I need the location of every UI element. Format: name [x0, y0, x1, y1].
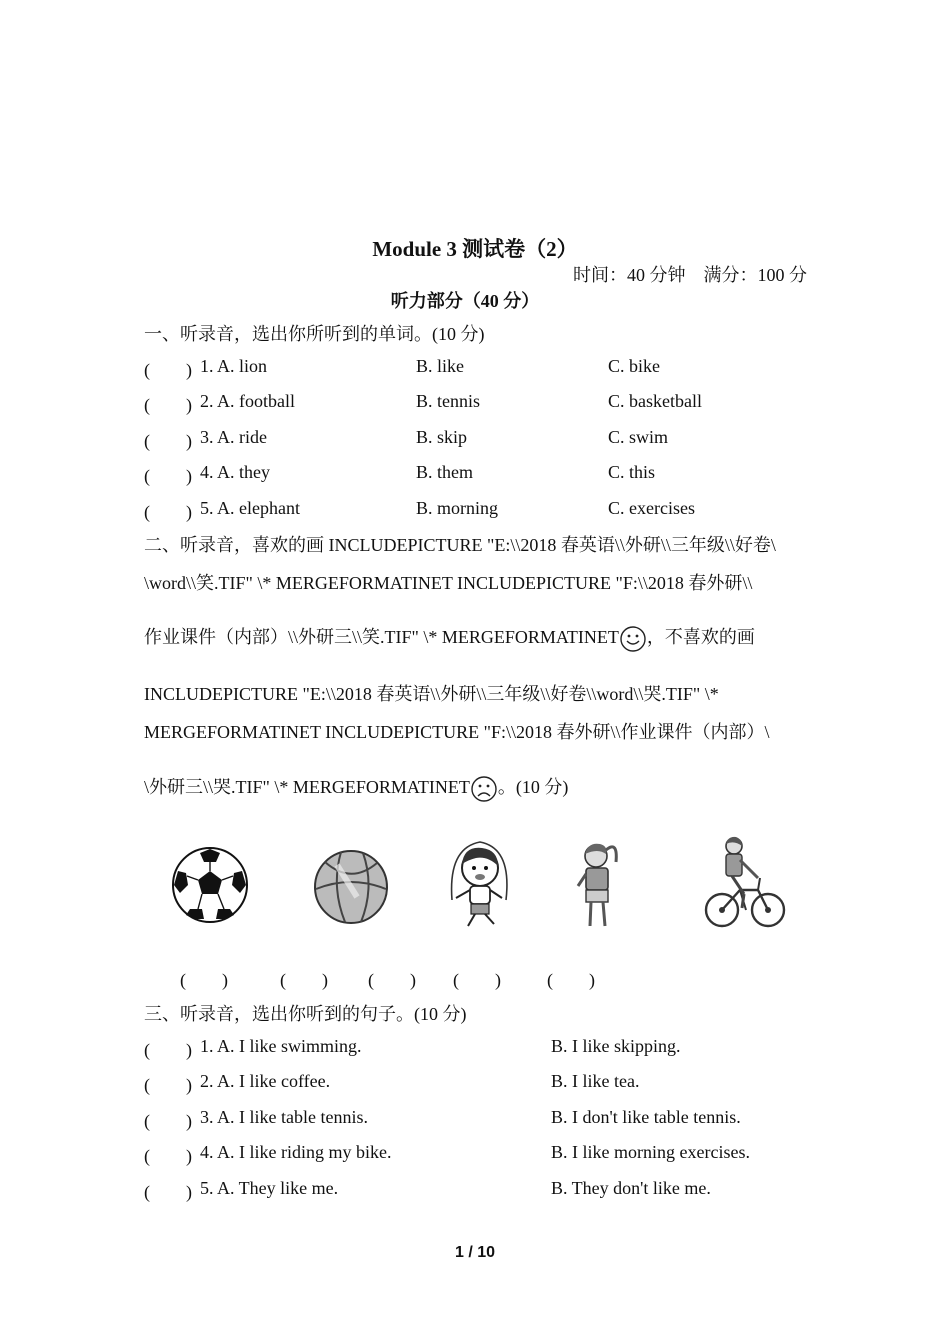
page-number: 1 / 10: [454, 1244, 496, 1261]
section1-item: [144, 427, 814, 453]
option-b: B. skip: [416, 427, 468, 447]
option-a: 1. A. I like swimming.: [200, 1036, 362, 1056]
option-b: B. They don't like me.: [551, 1178, 711, 1198]
section2-text: ，不喜欢的画: [646, 627, 755, 647]
option-c: C. bike: [608, 356, 660, 376]
option-b: B. morning: [416, 498, 499, 518]
answer-blank[interactable]: ( ): [144, 1040, 192, 1060]
option-c: C. exercises: [608, 498, 695, 518]
basketball-picture: [311, 845, 391, 925]
exam-meta: 时间：40 分钟 满分：100 分: [573, 265, 807, 285]
section2-line: [144, 774, 808, 803]
section2-line: INCLUDEPICTURE "E:\\2018 春英语\\外研\\三年级\\好卷\\word\\哭.TIF" \*: [144, 684, 719, 704]
answer-blank[interactable]: ( ): [144, 1182, 192, 1202]
option-c: C. this: [608, 462, 656, 482]
option-a: 2. A. I like coffee.: [200, 1071, 331, 1091]
sad-face-icon: [470, 775, 498, 803]
section1-item: [144, 498, 814, 524]
option-a: 2. A. football: [200, 391, 295, 411]
morning-exercise-boy-picture: [570, 838, 630, 934]
section3-item: [144, 1107, 814, 1133]
option-a: 1. A. lion: [200, 356, 268, 376]
option-a: 5. A. elephant: [200, 498, 300, 518]
answer-blank[interactable]: ( ): [144, 1146, 192, 1166]
option-b: B. I like tea.: [551, 1071, 640, 1091]
section2-line: MERGEFORMATINET INCLUDEPICTURE "F:\\2018 春外研\\作业课件（内部）\: [144, 722, 770, 742]
picture-answer-blank[interactable]: ( ): [547, 970, 595, 990]
section1-item: [144, 356, 814, 382]
football-picture: [170, 845, 250, 925]
section1-item: [144, 462, 814, 488]
part-heading: 听力部分（40 分）: [390, 291, 540, 311]
option-c: C. basketball: [608, 391, 702, 411]
section2-line: 二、听录音，喜欢的画 INCLUDEPICTURE "E:\\2018 春英语\\外研\\三年级\\好卷\: [144, 535, 776, 555]
answer-blank[interactable]: ( ): [144, 431, 192, 451]
skipping-boy-picture: [440, 838, 520, 934]
option-a: 4. A. they: [200, 462, 270, 482]
section3-item: [144, 1142, 814, 1168]
answer-blank[interactable]: ( ): [144, 502, 192, 522]
option-b: B. I like morning exercises.: [551, 1142, 750, 1162]
answer-blank[interactable]: ( ): [144, 466, 192, 486]
option-c: C. swim: [608, 427, 669, 447]
answer-blank[interactable]: ( ): [144, 395, 192, 415]
section1-item: [144, 391, 814, 417]
picture-answer-blank[interactable]: ( ): [368, 970, 416, 990]
option-a: 3. A. I like table tennis.: [200, 1107, 368, 1127]
option-a: 5. A. They like me.: [200, 1178, 339, 1198]
answer-blank[interactable]: ( ): [144, 1075, 192, 1095]
option-a: 3. A. ride: [200, 427, 267, 447]
section3-item: [144, 1178, 814, 1204]
section3-heading: 三、听录音，选出你听到的句子。(10 分): [144, 1004, 467, 1024]
option-b: B. them: [416, 462, 473, 482]
section2-text: \外研三\\哭.TIF" \* MERGEFORMATINET: [144, 777, 470, 797]
section3-item: [144, 1036, 814, 1062]
picture-answer-blank[interactable]: ( ): [180, 970, 228, 990]
answer-blank[interactable]: ( ): [144, 1111, 192, 1131]
section2-text: 。(10 分): [497, 777, 569, 797]
section3-item: [144, 1071, 814, 1097]
smile-face-icon: [619, 625, 647, 653]
section2-text: 作业课件（内部）\\外研三\\笑.TIF" \* MERGEFORMATINET: [144, 627, 619, 647]
section2-line: [144, 624, 808, 653]
section2-line: \word\\笑.TIF" \* MERGEFORMATINET INCLUDEPICTURE "F:\\2018 春外研\\: [144, 573, 753, 593]
picture-answer-blank[interactable]: ( ): [453, 970, 501, 990]
option-b: B. like: [416, 356, 464, 376]
section1-heading: 一、听录音，选出你所听到的单词。(10 分): [144, 324, 485, 344]
answer-blank[interactable]: ( ): [144, 360, 192, 380]
option-a: 4. A. I like riding my bike.: [200, 1142, 392, 1162]
option-b: B. tennis: [416, 391, 481, 411]
riding-bike-boy-picture: [702, 834, 788, 930]
page-title: Module 3 测试卷（2）: [372, 237, 578, 261]
option-b: B. I like skipping.: [551, 1036, 681, 1056]
picture-answer-blank[interactable]: ( ): [280, 970, 328, 990]
option-b: B. I don't like table tennis.: [551, 1107, 741, 1127]
